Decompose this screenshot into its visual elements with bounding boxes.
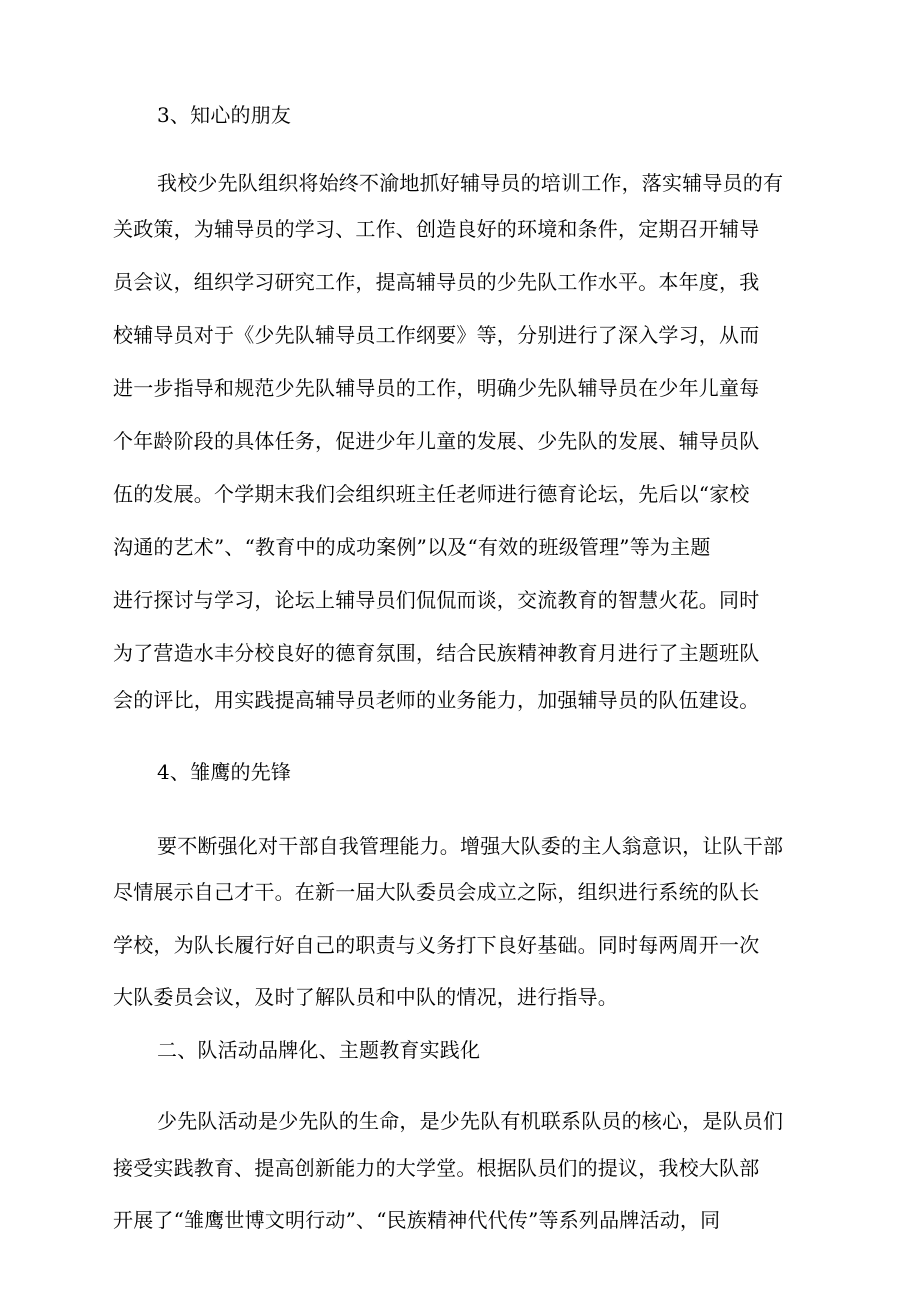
paragraph-line: 校辅导员对于《少先队辅导员工作纲要》等，分别进行了深入学习，从而 — [113, 323, 760, 347]
paragraph-line: 个年龄阶段的具体任务，促进少年儿童的发展、少先队的发展、辅导员队 — [113, 429, 760, 453]
paragraph-line: 开展了“雏鹰世博文明行动”、“民族精神代代传”等系列品牌活动，同 — [113, 1208, 721, 1232]
paragraph-line: 接受实践教育、提高创新能力的大学堂。根据队员们的提议，我校大队部 — [113, 1156, 760, 1180]
paragraph-line: 为了营造水丰分校良好的德育氛围，结合民族精神教育月进行了主题班队 — [113, 641, 760, 665]
paragraph-line: 大队委员会议，及时了解队员和中队的情况，进行指导。 — [113, 985, 618, 1009]
paragraph-line: 员会议，组织学习研究工作，提高辅导员的少先队工作水平。本年度，我 — [113, 270, 760, 294]
paragraph-line: 我校少先队组织将始终不渝地抓好辅导员的培训工作，落实辅导员的有 — [157, 171, 784, 195]
paragraph-line: 会的评比，用实践提高辅导员老师的业务能力，加强辅导员的队伍建设。 — [113, 688, 760, 712]
section-heading-2: 二、队活动品牌化、主题教育实践化 — [157, 1038, 481, 1062]
paragraph-line: 进行探讨与学习，论坛上辅导员们侃侃而谈，交流教育的智慧火花。同时 — [113, 588, 760, 612]
paragraph-line: 伍的发展。个学期末我们会组织班主任老师进行德育论坛，先后以“家校 — [113, 482, 750, 506]
paragraph-line: 要不断强化对干部自我管理能力。增强大队委的主人翁意识，让队干部 — [157, 834, 784, 858]
paragraph-line: 学校，为队长履行好自己的职责与义务打下良好基础。同时每两周开一次 — [113, 933, 760, 957]
section-heading-3: 3、知心的朋友 — [157, 103, 292, 127]
paragraph-line: 少先队活动是少先队的生命，是少先队有机联系队员的核心，是队员们 — [157, 1109, 784, 1133]
paragraph-line: 关政策，为辅导员的学习、工作、创造良好的环境和条件，定期召开辅导 — [113, 217, 760, 241]
paragraph-line: 沟通的艺术”、“教育中的成功案例”以及“有效的班级管理”等为主题 — [113, 535, 711, 559]
section-heading-4: 4、雏鹰的先锋 — [157, 760, 292, 784]
paragraph-line: 进一步指导和规范少先队辅导员的工作，明确少先队辅导员在少年儿童每 — [113, 376, 760, 400]
paragraph-line: 尽情展示自己才干。在新一届大队委员会成立之际，组织进行系统的队长 — [113, 880, 760, 904]
